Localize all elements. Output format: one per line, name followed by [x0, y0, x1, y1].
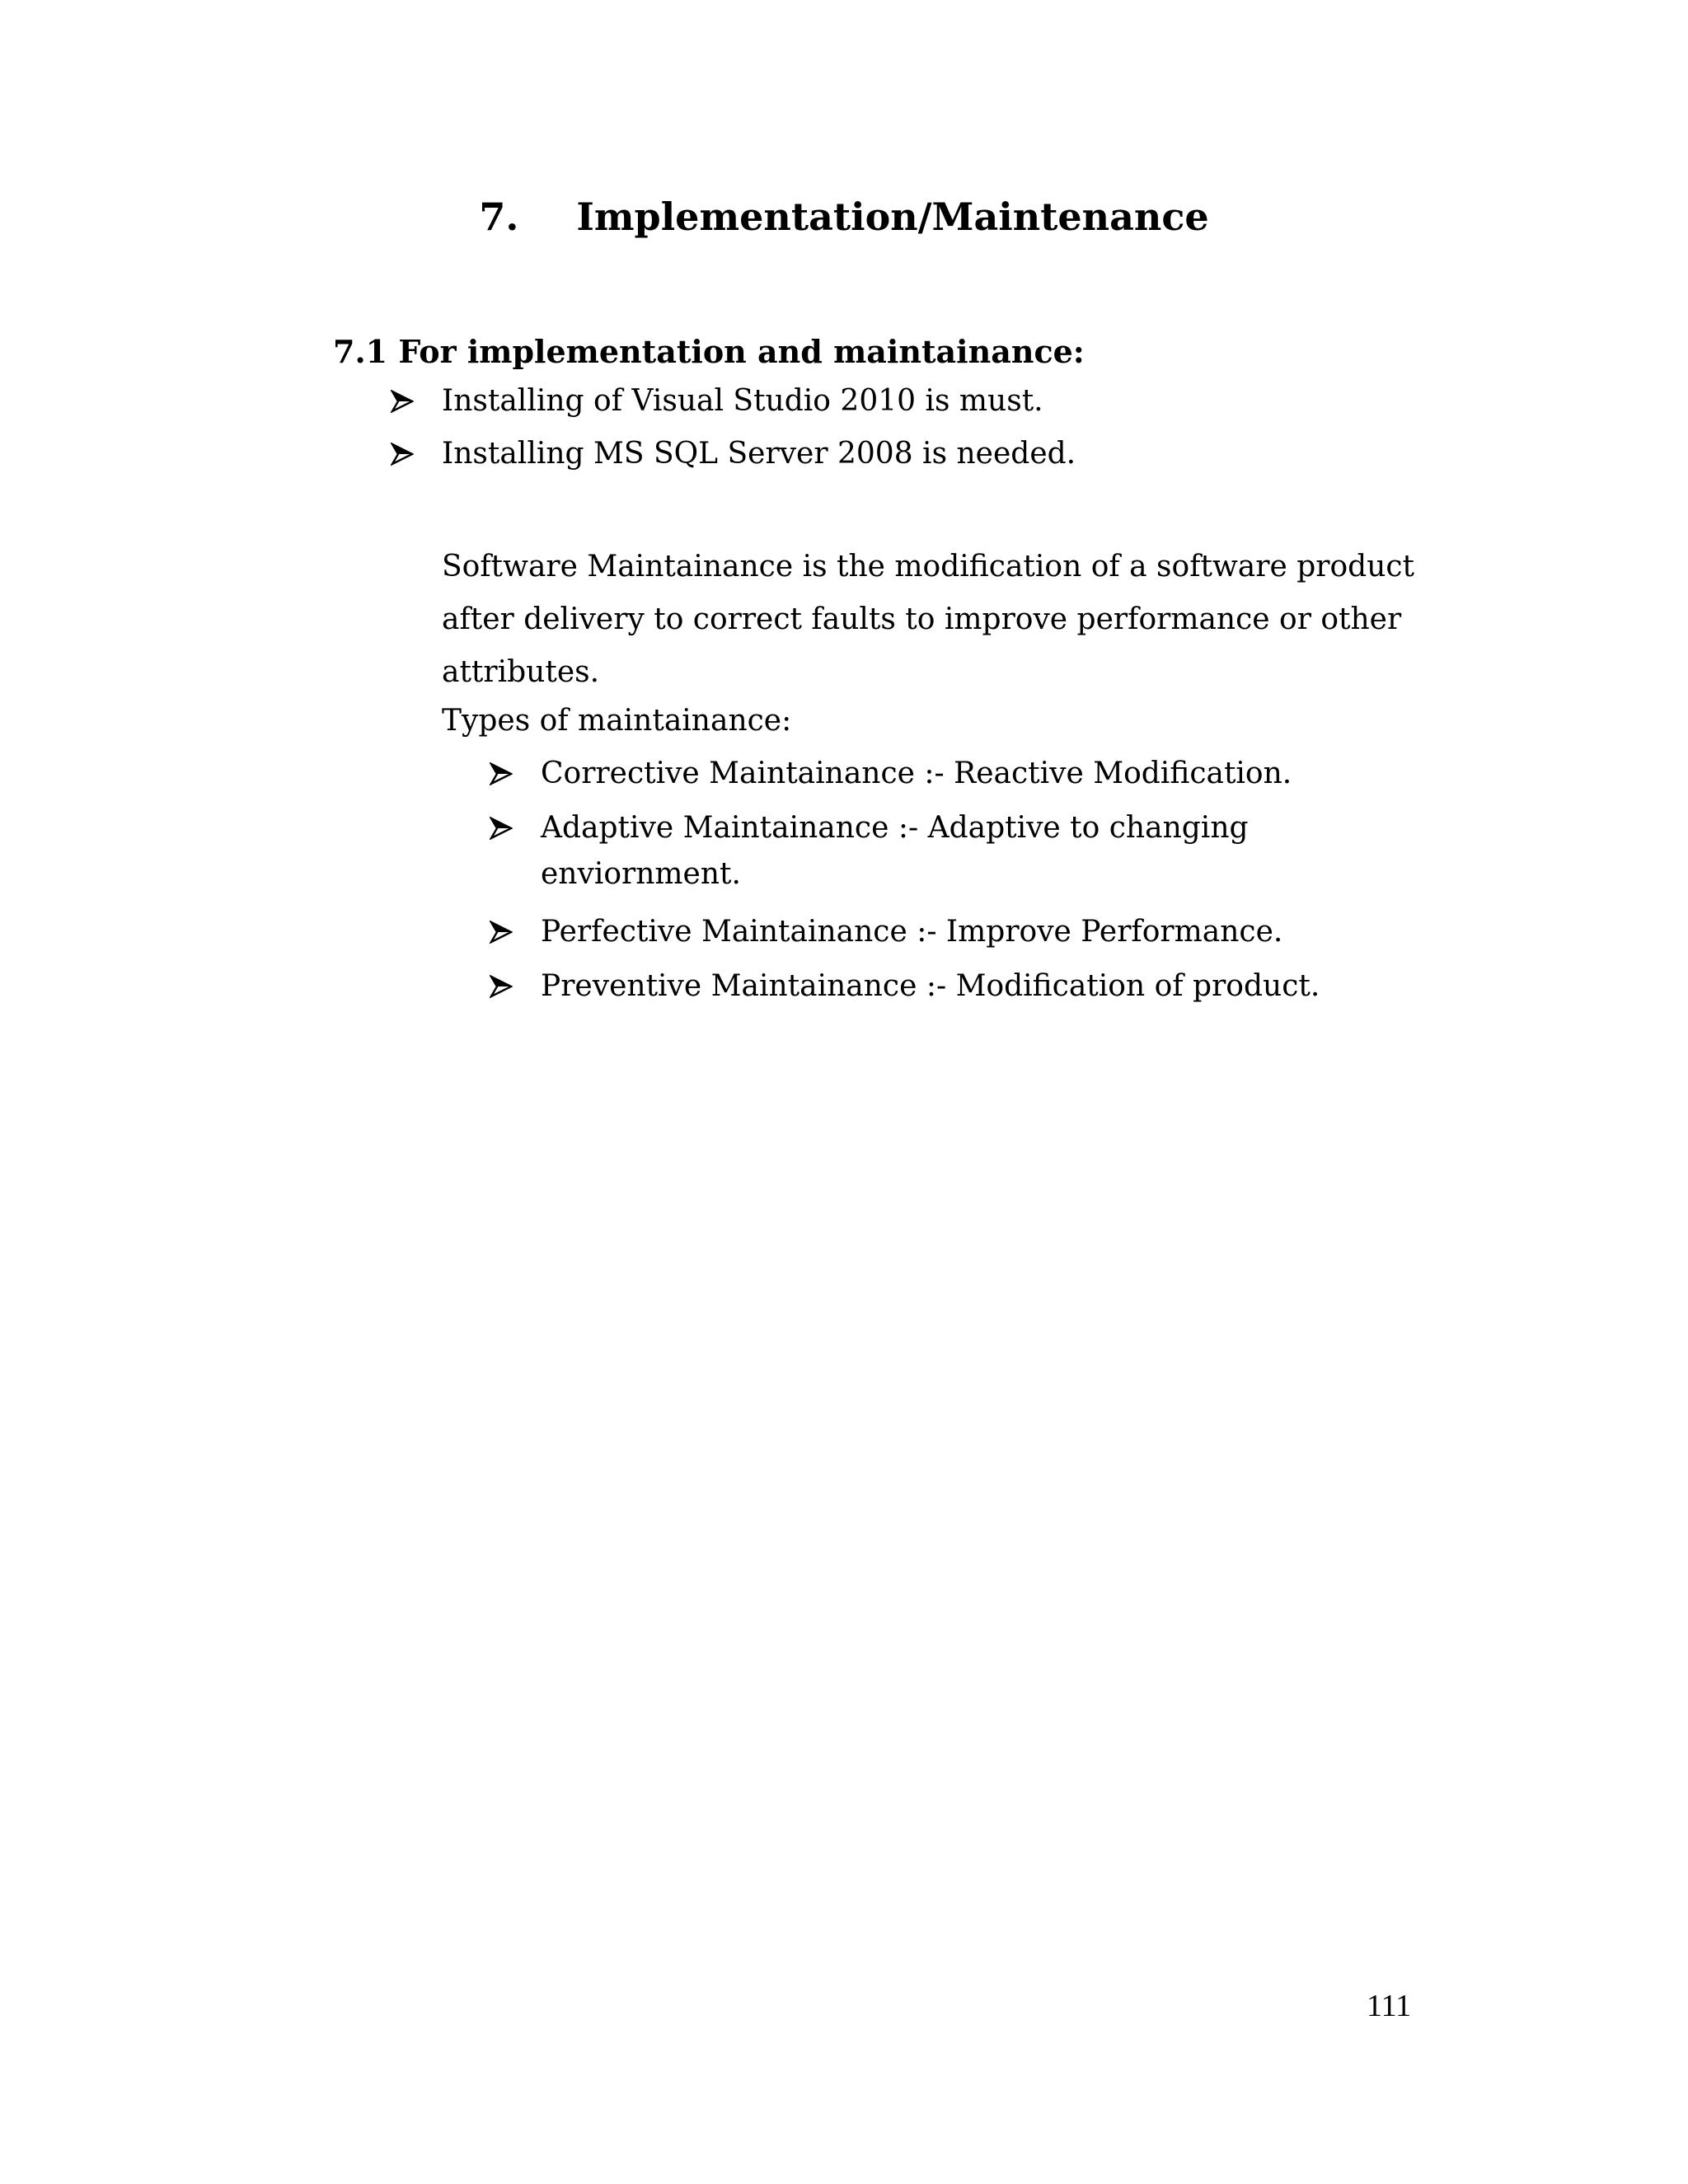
arrow-bullet-icon [490, 817, 513, 840]
maintenance-type-item [490, 969, 1320, 1003]
maintenance-type-continuation: enviornment. [541, 857, 741, 891]
section-heading: 7.1 For implementation and maintainance: [333, 333, 1085, 370]
chapter-title-text: Implementation/Maintenance [576, 194, 1209, 239]
maintenance-type-item [490, 811, 1249, 845]
requirement-text: Installing of Visual Studio 2010 is must. [442, 384, 1043, 418]
arrow-bullet-icon [391, 443, 414, 466]
page-number: 111 [1367, 1989, 1412, 2023]
requirement-item [391, 437, 1076, 471]
maintenance-type-text: Corrective Maintainance :- Reactive Modification. [541, 757, 1292, 790]
maintenance-type-item [490, 757, 1292, 790]
maintenance-type-text: Preventive Maintainance :- Modification of product. [541, 969, 1320, 1003]
requirement-item [391, 384, 1043, 418]
chapter-title [0, 194, 1688, 239]
maintenance-type-item [490, 915, 1282, 949]
chapter-number: 7. [479, 194, 519, 239]
types-label: Types of maintainance: [442, 704, 792, 738]
arrow-bullet-icon [391, 390, 414, 413]
arrow-bullet-icon [490, 921, 513, 944]
arrow-bullet-icon [490, 762, 513, 785]
arrow-bullet-icon [490, 975, 513, 998]
maintenance-type-text: Perfective Maintainance :- Improve Performance. [541, 915, 1283, 949]
maintenance-type-text: Adaptive Maintainance :- Adaptive to changing [541, 811, 1249, 845]
maintenance-description: Software Maintainance is the modification of a software product after delivery to correct faults to improve performance or other attributes. [442, 550, 1415, 689]
requirement-text: Installing MS SQL Server 2008 is needed. [442, 437, 1076, 471]
